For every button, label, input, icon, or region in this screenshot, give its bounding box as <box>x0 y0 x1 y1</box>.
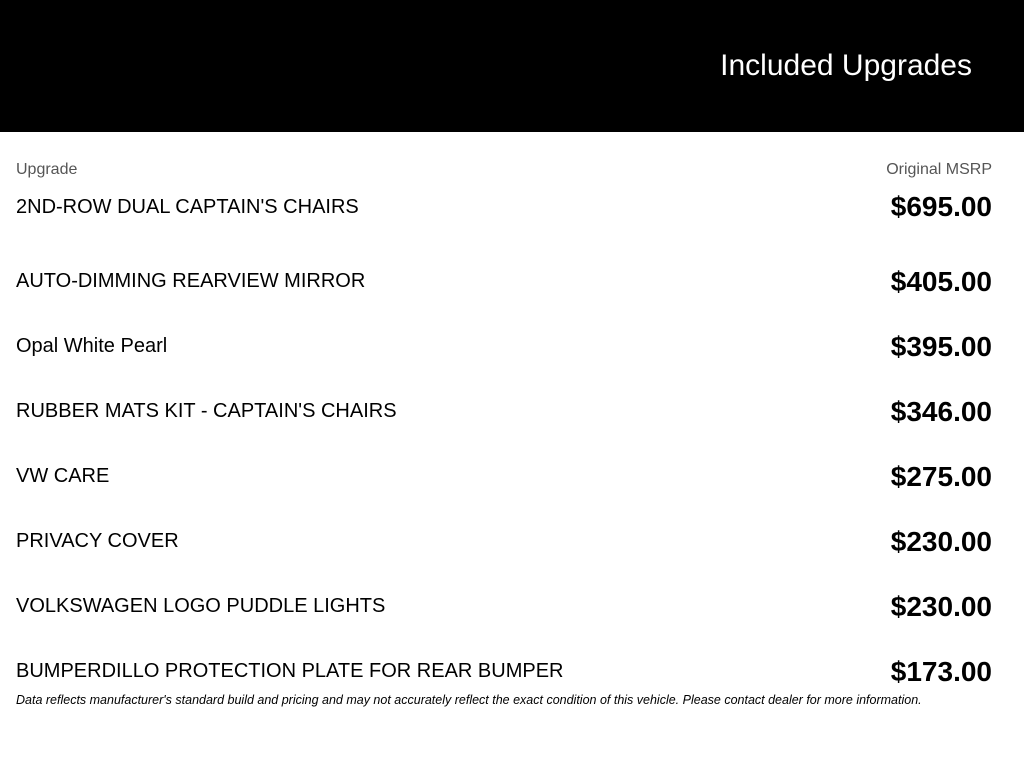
upgrade-price: $405.00 <box>890 265 992 297</box>
upgrade-name: RUBBER MATS KIT - CAPTAIN'S CHAIRS <box>16 400 397 422</box>
upgrade-row <box>16 574 992 639</box>
header-banner <box>0 0 1024 132</box>
upgrades-list <box>16 184 992 704</box>
column-header-msrp: Original MSRP <box>886 161 992 178</box>
upgrade-price: $695.00 <box>890 191 992 222</box>
upgrades-content <box>0 156 1024 708</box>
upgrade-row <box>16 379 992 444</box>
upgrade-row <box>16 509 992 574</box>
upgrade-price: $173.00 <box>890 655 992 687</box>
upgrade-price: $230.00 <box>890 525 992 557</box>
upgrade-name: AUTO-DIMMING REARVIEW MIRROR <box>16 270 366 292</box>
upgrade-price: $275.00 <box>890 460 992 492</box>
upgrade-name: VW CARE <box>16 465 110 487</box>
upgrade-name: BUMPERDILLO PROTECTION PLATE FOR REAR BUMPER <box>16 660 564 682</box>
disclaimer-text: Data reflects manufacturer's standard build and pricing and may not accurately reflect the exact condition of this vehicle. Please contact dealer for more information. <box>16 693 922 707</box>
column-headers <box>16 156 992 184</box>
page-title: Included Upgrades <box>720 49 972 82</box>
upgrade-price: $346.00 <box>890 395 992 427</box>
upgrade-name: Opal White Pearl <box>16 335 168 357</box>
upgrade-price: $230.00 <box>890 590 992 622</box>
upgrade-row <box>16 444 992 509</box>
upgrade-name: VOLKSWAGEN LOGO PUDDLE LIGHTS <box>16 595 386 617</box>
upgrade-name: PRIVACY COVER <box>16 530 179 552</box>
upgrade-row <box>16 249 992 314</box>
upgrade-row <box>16 314 992 379</box>
upgrade-row <box>16 184 992 230</box>
column-header-upgrade: Upgrade <box>16 161 78 178</box>
upgrade-price: $395.00 <box>890 330 992 362</box>
upgrade-name: 2ND-ROW DUAL CAPTAIN'S CHAIRS <box>16 195 359 218</box>
